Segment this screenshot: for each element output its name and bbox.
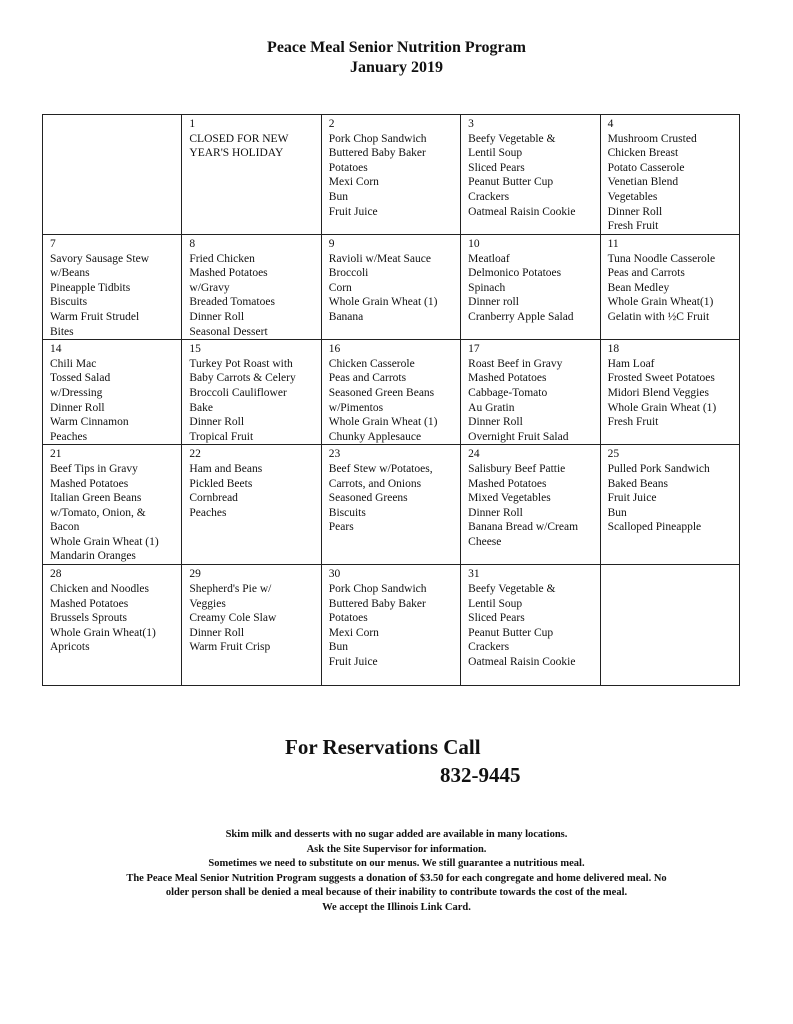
day-number: 15 (189, 343, 201, 356)
calendar-day-cell (182, 115, 321, 235)
day-menu: Ravioli w/Meat Sauce Broccoli Corn Whole Grain Wheat (1) Banana (328, 252, 438, 323)
calendar-day-cell (461, 115, 600, 235)
calendar-day-cell (321, 565, 460, 686)
calendar-day-cell (43, 115, 182, 235)
calendar-day-cell (600, 115, 739, 235)
note-line: Skim milk and desserts with no sugar added are available in many locations. (225, 829, 568, 840)
day-number: 29 (189, 568, 201, 581)
day-menu: Beefy Vegetable & Lentil Soup Sliced Pears Peanut Butter Cup Crackers Oatmeal Raisin Cookie (468, 132, 576, 218)
calendar-day-cell (600, 235, 739, 340)
day-menu: Roast Beef in Gravy Mashed Potatoes Cabbage-Tomato Au Gratin Dinner Roll Overnight Fruit Salad (468, 357, 569, 443)
day-menu: Salisbury Beef Pattie Mashed Potatoes Mixed Vegetables Dinner Roll Banana Bread w/Cream Cheese (468, 462, 579, 548)
day-number: 16 (328, 343, 341, 356)
note-line: Ask the Site Supervisor for information. (306, 843, 487, 855)
calendar-day-cell (600, 445, 739, 565)
calendar-day-cell (321, 340, 460, 445)
note-line: We accept the Illinois Link Card. (322, 901, 471, 913)
day-number: 11 (607, 238, 619, 250)
day-menu: Chili Mac Tossed Salad w/Dressing Dinner Roll Warm Cinnamon Peaches (50, 357, 129, 443)
calendar-day-cell (321, 445, 460, 565)
day-number: 9 (328, 238, 335, 250)
calendar-day-cell (43, 445, 182, 565)
day-number: 7 (50, 238, 56, 250)
page-subtitle: January 2019 (350, 59, 443, 76)
day-menu: Pulled Pork Sandwich Baked Beans Fruit Juice Bun Scalloped Pineapple (607, 462, 710, 534)
day-number: 1 (189, 118, 196, 130)
day-number: 23 (328, 448, 341, 461)
day-number: 28 (50, 568, 62, 581)
day-number: 25 (607, 448, 620, 461)
day-number: 18 (607, 343, 620, 356)
calendar-week-row (43, 235, 740, 340)
day-menu: Meatloaf Delmonico Potatoes Spinach Dinner roll Cranberry Apple Salad (468, 252, 574, 323)
day-menu: CLOSED FOR NEW YEAR'S HOLIDAY (189, 132, 289, 160)
day-number: 31 (468, 568, 480, 581)
day-menu: Tuna Noodle Casserole Peas and Carrots Bean Medley Whole Grain Wheat(1) Gelatin with ½C Fruit (607, 252, 716, 323)
reservations-phone: 832-9445 (440, 763, 521, 787)
day-menu: Ham Loaf Frosted Sweet Potatoes Midori Blend Veggies Whole Grain Wheat (1) Fresh Fruit (607, 357, 717, 429)
calendar-day-cell (43, 565, 182, 686)
day-menu: Ham and Beans Pickled Beets Cornbread Peaches (189, 462, 263, 519)
footer-notes (40, 828, 753, 916)
calendar-week-row (43, 115, 740, 235)
day-number: 4 (607, 118, 614, 130)
day-menu: Chicken Casserole Peas and Carrots Seasoned Green Beans w/Pimentos Whole Grain Wheat (1) Chunky Applesauce (328, 357, 438, 443)
note-line: The Peace Meal Senior Nutrition Program suggests a donation of $3.50 for each congregate and home delivered meal. No (126, 872, 667, 884)
calendar-week-row (43, 445, 740, 565)
day-number: 30 (328, 568, 341, 581)
calendar-day-cell (43, 235, 182, 340)
calendar-day-cell (182, 235, 321, 340)
reservations-label: For Reservations Call (285, 735, 481, 759)
calendar-day-cell (182, 340, 321, 445)
calendar-week-row (43, 565, 740, 686)
day-menu: Shepherd's Pie w/ Veggies Creamy Cole Slaw Dinner Roll Warm Fruit Crisp (189, 582, 277, 654)
day-menu: Chicken and Noodles Mashed Potatoes Brussels Sprouts Whole Grain Wheat(1) Apricots (50, 582, 156, 654)
day-number: 21 (50, 448, 62, 461)
day-menu: Pork Chop Sandwich Buttered Baby Baker Potatoes Mexi Corn Bun Fruit Juice (328, 132, 427, 218)
day-menu: Savory Sausage Stew w/Beans Pineapple Tidbits Biscuits Warm Fruit Strudel Bites (50, 252, 150, 338)
calendar-day-cell (321, 235, 460, 340)
day-number: 22 (189, 448, 201, 461)
calendar-day-cell (461, 340, 600, 445)
calendar-day-cell (600, 340, 739, 445)
note-line: older person shall be denied a meal because of their inability to contribute towards the cost of the meal. (165, 887, 628, 899)
calendar-day-cell (461, 445, 600, 565)
day-menu: Beef Tips in Gravy Mashed Potatoes Italian Green Beans w/Tomato, Onion, & Bacon Whole Grain Wheat (1) Mandarin Oranges (50, 462, 159, 563)
calendar-day-cell (321, 115, 460, 235)
day-menu: Fried Chicken Mashed Potatoes w/Gravy Breaded Tomatoes Dinner Roll Seasonal Dessert (189, 252, 275, 338)
calendar-day-cell (461, 235, 600, 340)
day-menu: Mushroom Crusted Chicken Breast Potato Casserole Venetian Blend Vegetables Dinner Roll Fresh Fruit (607, 132, 697, 233)
day-menu: Turkey Pot Roast with Baby Carrots & Celery Broccoli Cauliflower Bake Dinner Roll Tropical Fruit (189, 357, 296, 443)
day-number: 2 (328, 118, 335, 130)
page-title: Peace Meal Senior Nutrition Program (267, 39, 526, 56)
calendar-day-cell (182, 565, 321, 686)
calendar-day-cell (43, 340, 182, 445)
calendar-day-cell (600, 565, 739, 686)
day-menu: Beefy Vegetable & Lentil Soup Sliced Pears Peanut Butter Cup Crackers Oatmeal Raisin Cookie (468, 582, 576, 668)
day-menu: Beef Stew w/Potatoes, Carrots, and Onions Seasoned Greens Biscuits Pears (328, 462, 433, 534)
day-number: 17 (468, 343, 480, 356)
day-number: 3 (468, 118, 474, 130)
day-number: 24 (468, 448, 480, 461)
menu-calendar (42, 114, 740, 686)
calendar-day-cell (461, 565, 600, 686)
calendar-day-cell (182, 445, 321, 565)
note-line: Sometimes we need to substitute on our menus. We still guarantee a nutritious meal. (208, 858, 585, 870)
day-number: 8 (189, 238, 196, 250)
day-menu: Pork Chop Sandwich Buttered Baby Baker Potatoes Mexi Corn Bun Fruit Juice (328, 582, 427, 668)
calendar-week-row (43, 340, 740, 445)
day-number: 10 (468, 238, 480, 250)
day-number: 14 (50, 343, 62, 356)
